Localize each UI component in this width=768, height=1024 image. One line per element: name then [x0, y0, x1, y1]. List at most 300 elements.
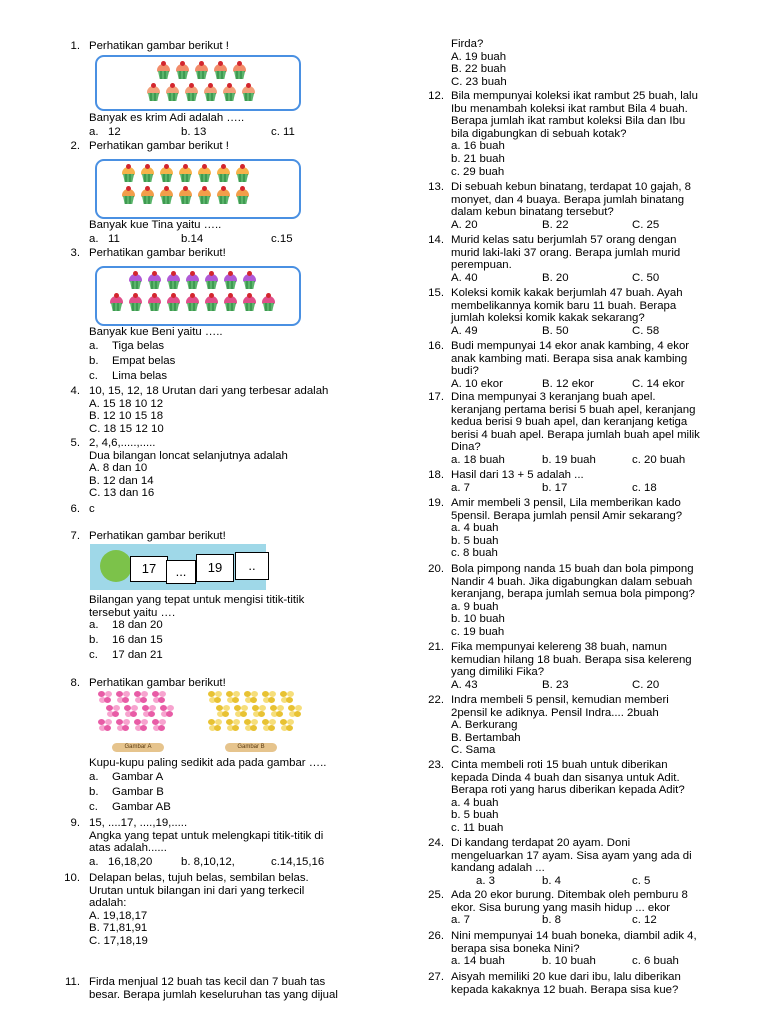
r-q17-line: Dina mempunyai 3 keranjang buah apel.	[451, 391, 656, 403]
cake-icon	[166, 86, 179, 101]
r-q13-option: A. 20	[451, 218, 478, 231]
cake-icon	[129, 296, 142, 311]
cherry	[152, 293, 157, 298]
wing	[258, 711, 265, 717]
r-q14-line: Murid kelas satu berjumlah 57 orang dengan	[451, 234, 677, 246]
number-box: ..	[235, 552, 269, 580]
wing	[130, 711, 137, 717]
butterfly-icon	[262, 691, 276, 703]
butterfly-icon	[106, 705, 120, 717]
cake-cup	[168, 281, 179, 289]
r-q25-line: Ada 20 ekor burung. Ditembak oleh pemburu 8	[451, 889, 688, 901]
r-q23-line: c. 11 buah	[451, 822, 504, 834]
cake-icon	[195, 64, 208, 79]
cake-cup	[130, 281, 141, 289]
cherry	[180, 61, 185, 66]
r-q18-option: a. 7	[451, 481, 470, 494]
cherry	[190, 271, 195, 276]
cherry	[218, 61, 223, 66]
r-q26-number: 26.	[428, 930, 444, 942]
wing	[122, 697, 129, 703]
wing	[158, 725, 165, 731]
r-q15-option: B. 50	[542, 324, 569, 337]
cherry	[145, 164, 150, 169]
cherry	[189, 83, 194, 88]
q1-line: Perhatikan gambar berikut !	[89, 40, 229, 52]
cake-cup	[215, 71, 226, 79]
cherry	[164, 164, 169, 169]
r-q18-option: b. 17	[542, 481, 568, 494]
cake-cup	[243, 93, 254, 101]
cake-icon	[122, 167, 135, 182]
q4-line: 10, 15, 12, 18 Urutan dari yang terbesar adalah	[89, 385, 329, 397]
r-q20-line: b. 10 buah	[451, 613, 505, 626]
r-q26-option: b. 10 buah	[542, 955, 596, 968]
r-q14-line: perempuan.	[451, 259, 512, 272]
r-q19-number: 19.	[428, 497, 444, 509]
gambar-a-label: Gambar A	[112, 743, 164, 752]
r-q12-line: a. 16 buah	[451, 140, 505, 153]
r-q22-line: 2pensil ke adiknya. Pensil Indra.... 2buah	[451, 706, 659, 719]
cherry	[183, 186, 188, 191]
r-q19-line: b. 5 buah	[451, 534, 499, 547]
wing	[104, 725, 111, 731]
cake-icon	[110, 296, 123, 311]
q8-option-letter: a.	[89, 771, 99, 783]
q1-number: 1.	[70, 40, 80, 52]
r-q16-line: Budi mempunyai 14 ekor anak kambing, 4 ekor	[451, 340, 690, 352]
r-q13-line: dalam kebun binatang tersebut?	[451, 206, 614, 219]
q2-option-b: b.14	[181, 233, 204, 245]
cherry	[133, 293, 138, 298]
cake-icon	[167, 274, 180, 289]
wing	[232, 697, 239, 703]
cherry	[133, 271, 138, 276]
q4-line: B. 12 10 15 18	[89, 410, 164, 423]
q10-line: Delapan belas, tujuh belas, sembilan belas.	[89, 872, 309, 884]
cake-icon	[217, 167, 230, 182]
cake-cup	[196, 71, 207, 79]
cake-icon	[205, 274, 218, 289]
cherry	[171, 271, 176, 276]
wing	[232, 725, 239, 731]
q11-line: Firda menjual 12 buah tas kecil dan 7 buah tas	[89, 976, 326, 988]
wing	[214, 697, 221, 703]
butterfly-icon	[152, 691, 166, 703]
cake-cup	[123, 174, 134, 182]
r-q27-line: Aisyah memiliki 20 kue dari ibu, lalu diberikan	[451, 971, 681, 983]
r-q22-number: 22.	[428, 694, 444, 706]
q1-question-line: Banyak es krim Adi adalah …..	[89, 112, 245, 124]
wing	[140, 725, 147, 731]
cake-icon	[160, 189, 173, 204]
r-q15-option: A. 49	[451, 324, 478, 337]
cake-icon	[262, 296, 275, 311]
r-q19-line: c. 8 buah	[451, 547, 498, 560]
cake-cup	[180, 196, 191, 204]
r-q24-option: b. 4	[542, 874, 561, 887]
q8-number: 8.	[70, 677, 80, 689]
r-q17-line: berisi 4 buah apel. Berapa jumlah buah apel milik	[451, 428, 700, 441]
caterpillar-icon	[100, 550, 132, 582]
cake-cup	[225, 281, 236, 289]
butterfly-icon	[152, 719, 166, 731]
q8-option-letter: c.	[89, 801, 98, 813]
cherry	[240, 164, 245, 169]
r-q26-line: Nini mempunyai 14 buah boneka, diambil adik 4,	[451, 930, 697, 942]
r-q12-line: Berapa jumlah ikat rambut koleksi Bila dan Ibu	[451, 115, 686, 128]
r-q21-line: Fika mempunyai kelereng 38 buah, namun	[451, 641, 667, 653]
q7-option-text: 17 dan 21	[112, 649, 163, 661]
cake-cup	[225, 303, 236, 311]
cherry	[145, 186, 150, 191]
r-q25-number: 25.	[428, 889, 444, 901]
cake-cup	[148, 93, 159, 101]
r-q17-number: 17.	[428, 391, 444, 403]
cake-icon	[185, 86, 198, 101]
r-q17-line: keranjang pertama berisi 5 buah apel, keranjang	[451, 403, 696, 416]
r-q24-line: mengeluarkan 17 ayam. Sisa ayam yang ada di	[451, 849, 692, 862]
cherry	[209, 271, 214, 276]
wing	[112, 711, 119, 717]
cake-icon	[122, 189, 135, 204]
r-q22-line: B. Bertambah	[451, 731, 521, 744]
cake-cup	[123, 196, 134, 204]
q3-option-letter: c.	[89, 370, 98, 382]
r-q11-cont-line: B. 22 buah	[451, 63, 507, 76]
cake-icon	[147, 86, 160, 101]
q5-line: Dua bilangan loncat selanjutnya adalah	[89, 449, 288, 462]
cake-icon	[205, 296, 218, 311]
cherry	[246, 83, 251, 88]
butterfly-icon	[262, 719, 276, 731]
r-q16-number: 16.	[428, 340, 444, 352]
q7-option-letter: b.	[89, 634, 99, 646]
q1-option-a: a. 12	[89, 126, 121, 138]
cherry	[221, 164, 226, 169]
q6-line: c	[89, 503, 95, 515]
r-q16-option: A. 10 ekor	[451, 377, 503, 390]
cake-icon	[214, 64, 227, 79]
r-q25-line: ekor. Sisa burung yang masih hidup ... ekor	[451, 901, 671, 914]
r-q16-line: anak kambing mati. Berapa sisa anak kambing	[451, 352, 688, 365]
cherry	[266, 293, 271, 298]
q3-line: Perhatikan gambar berikut!	[89, 247, 226, 259]
r-q21-option: C. 20	[632, 678, 660, 691]
cake-cup	[177, 71, 188, 79]
wing	[240, 711, 247, 717]
r-q20-line: a. 9 buah	[451, 600, 499, 613]
q5-line: C. 13 dan 16	[89, 487, 155, 500]
wing	[158, 697, 165, 703]
wing	[140, 697, 147, 703]
r-q21-line: yang dimiliki Fika?	[451, 666, 545, 679]
wing	[268, 697, 275, 703]
cherry	[161, 61, 166, 66]
cake-cup	[111, 303, 122, 311]
r-q24-option: a. 3	[476, 874, 495, 887]
cake-cup	[199, 174, 210, 182]
cherry	[209, 293, 214, 298]
r-q24-option: c. 5	[632, 874, 651, 887]
butterfly-icon	[280, 691, 294, 703]
r-q17-option: c. 20 buah	[632, 454, 686, 466]
cake-cup	[186, 93, 197, 101]
cake-icon	[179, 167, 192, 182]
r-q13-line: Di sebuah kebun binatang, terdapat 10 gajah, 8	[451, 181, 692, 193]
q10-line: Urutan untuk bilangan ini dari yang terkecil	[89, 884, 305, 897]
q7-question-line: tersebut yaitu ….	[89, 606, 176, 619]
cake-cup	[149, 281, 160, 289]
q7-line: Perhatikan gambar berikut!	[89, 530, 226, 542]
r-q14-option: A. 40	[451, 271, 478, 284]
cherry	[202, 186, 207, 191]
wing	[286, 725, 293, 731]
cake-icon	[160, 167, 173, 182]
cherry	[247, 293, 252, 298]
cake-icon	[243, 296, 256, 311]
cherry	[240, 186, 245, 191]
butterfly-icon	[98, 691, 112, 703]
r-q19-line: Amir membeli 3 pensil, Lila memberikan kado	[451, 497, 681, 509]
butterfly-icon	[226, 719, 240, 731]
q1-option-b: b. 13	[181, 126, 207, 138]
butterfly-icon	[124, 705, 138, 717]
r-q23-line: b. 5 buah	[451, 809, 499, 822]
cake-cup	[142, 174, 153, 182]
cherry	[202, 164, 207, 169]
cake-icon	[236, 167, 249, 182]
q7-option-text: 18 dan 20	[112, 619, 163, 631]
r-q25-option: c. 12	[632, 914, 657, 927]
r-q20-number: 20.	[428, 563, 444, 575]
cake-cup	[168, 303, 179, 311]
cake-icon	[148, 274, 161, 289]
butterfly-icon	[244, 719, 258, 731]
r-q12-line: c. 29 buah	[451, 165, 505, 178]
q9-option-c: c.14,15,16	[271, 856, 325, 868]
cake-cup	[142, 196, 153, 204]
cake-cup	[206, 303, 217, 311]
r-q16-option: B. 12 ekor	[542, 377, 594, 390]
cake-cup	[187, 303, 198, 311]
q7-question-line: Bilangan yang tepat untuk mengisi titik-titik	[89, 594, 305, 606]
wing	[214, 725, 221, 731]
q7-option-text: 16 dan 15	[112, 634, 163, 646]
cake-cup	[199, 196, 210, 204]
cherry	[171, 293, 176, 298]
r-q18-line: Hasil dari 13 + 5 adalah ...	[451, 469, 584, 481]
butterfly-icon	[98, 719, 112, 731]
r-q24-line: kandang adalah ...	[451, 862, 545, 875]
r-q15-number: 15.	[428, 287, 444, 299]
cake-cup	[205, 93, 216, 101]
cake-icon	[243, 274, 256, 289]
cake-icon	[242, 86, 255, 101]
q3-option-text: Empat belas	[112, 355, 176, 367]
cherry	[227, 83, 232, 88]
r-q20-line: Nandir 4 buah. Jika digabungkan dalam sebuah	[451, 575, 693, 588]
q6-number: 6.	[70, 503, 80, 515]
r-q12-line: Ibu menambah koleksi ikat rambut Bila 4 buah.	[451, 102, 688, 115]
cake-cup	[263, 303, 274, 311]
butterfly-icon	[234, 705, 248, 717]
r-q21-option: B. 23	[542, 678, 569, 691]
r-q22-line: A. Berkurang	[451, 719, 518, 732]
r-q13-number: 13.	[428, 181, 444, 193]
r-q26-option: c. 6 buah	[632, 955, 679, 968]
wing	[222, 711, 229, 717]
r-q13-option: C. 25	[632, 218, 660, 231]
r-q22-line: C. Sama	[451, 744, 496, 757]
r-q20-line: c. 19 buah	[451, 626, 505, 638]
cake-icon	[224, 296, 237, 311]
cake-icon	[204, 86, 217, 101]
cake-icon	[198, 189, 211, 204]
number-box: 19	[196, 554, 234, 582]
r-q12-line: b. 21 buah	[451, 153, 505, 165]
cake-icon	[223, 86, 236, 101]
q8-question-line: Kupu-kupu paling sedikit ada pada gambar …..	[89, 757, 327, 769]
q9-option-a: a. 16,18,20	[89, 856, 153, 868]
r-q17-option: a. 18 buah	[451, 454, 505, 466]
q5-line: B. 12 dan 14	[89, 474, 154, 487]
q10-line: C. 17,18,19	[89, 935, 148, 947]
q9-line: Angka yang tepat untuk melengkapi titik-titik di	[89, 829, 324, 842]
cherry	[221, 186, 226, 191]
cherry	[151, 83, 156, 88]
q9-line: atas adalah......	[89, 842, 167, 855]
r-q15-line: membelikannya komik baru 11 buah. Berapa	[451, 299, 677, 312]
cherry	[237, 61, 242, 66]
r-q23-line: kepada Dinda 4 buah dan sisanya untuk Adit.	[451, 771, 680, 784]
number-box: ...	[166, 560, 196, 584]
wing	[104, 697, 111, 703]
wing	[294, 711, 301, 717]
cake-cup	[130, 303, 141, 311]
cake-icon	[129, 274, 142, 289]
butterfly-icon	[280, 719, 294, 731]
butterfly-icon	[142, 705, 156, 717]
butterfly-icon	[160, 705, 174, 717]
butterfly-icon	[116, 719, 130, 731]
cake-icon	[224, 274, 237, 289]
butterfly-icon	[208, 719, 222, 731]
butterfly-icon	[244, 691, 258, 703]
cake-icon	[217, 189, 230, 204]
q2-number: 2.	[70, 140, 80, 152]
cherry	[170, 83, 175, 88]
q5-number: 5.	[70, 437, 80, 449]
q9-number: 9.	[70, 817, 80, 829]
r-q12-line: Bila mempunyai koleksi ikat rambut 25 buah, lalu	[451, 90, 698, 102]
r-q18-number: 18.	[428, 469, 444, 481]
q3-number: 3.	[70, 247, 80, 259]
r-q12-number: 12.	[428, 90, 444, 102]
cherry	[164, 186, 169, 191]
wing	[268, 725, 275, 731]
cake-icon	[176, 64, 189, 79]
r-q23-line: a. 4 buah	[451, 796, 499, 809]
r-q11-cont-line: Firda?	[451, 38, 484, 50]
r-q15-line: Koleksi komik kakak berjumlah 47 buah. Ayah	[451, 287, 683, 299]
r-q19-line: a. 4 buah	[451, 522, 499, 535]
gambar-b-label: Gambar B	[225, 743, 277, 752]
cherry	[208, 83, 213, 88]
q2-option-c: c.15	[271, 233, 293, 245]
r-q11-cont-line: A. 19 buah	[451, 50, 507, 63]
r-q17-line: Dina?	[451, 441, 481, 454]
cake-icon	[198, 167, 211, 182]
r-q24-line: Di kandang terdapat 20 ayam. Doni	[451, 837, 631, 849]
cake-cup	[237, 174, 248, 182]
r-q13-line: monyet, dan 4 buaya. Berapa jumlah binatang	[451, 193, 685, 206]
butterfly-icon	[288, 705, 302, 717]
q9-option-b: b. 8,10,12,	[181, 856, 235, 868]
wing	[250, 725, 257, 731]
r-q23-line: Berapa roti yang harus diberikan kepada Adit?	[451, 784, 685, 797]
q9-line: 15, ....17, ....,19,.....	[89, 817, 188, 829]
cake-icon	[167, 296, 180, 311]
butterfly-icon	[252, 705, 266, 717]
q3-option-letter: a.	[89, 340, 99, 352]
r-q21-option: A. 43	[451, 678, 478, 691]
q10-line: A. 19,18,17	[89, 909, 148, 922]
r-q16-line: budi?	[451, 365, 479, 378]
q3-option-letter: b.	[89, 355, 99, 367]
butterfly-icon	[216, 705, 230, 717]
cake-cup	[206, 281, 217, 289]
wing	[276, 711, 283, 717]
q4-line: C. 18 15 12 10	[89, 422, 164, 435]
cake-icon	[233, 64, 246, 79]
r-q11-cont-line: C. 23 buah	[451, 75, 507, 88]
cake-cup	[244, 303, 255, 311]
r-q16-option: C. 14 ekor	[632, 377, 685, 390]
q7-option-letter: a.	[89, 619, 99, 631]
butterfly-icon	[208, 691, 222, 703]
cake-icon	[148, 296, 161, 311]
q2-line: Perhatikan gambar berikut !	[89, 140, 229, 152]
wing	[166, 711, 173, 717]
q10-line: adalah:	[89, 897, 127, 910]
r-q23-line: Cinta membeli roti 15 buah untuk diberikan	[451, 759, 668, 771]
r-q15-line: jumlah koleksi komik kakak sekarang?	[451, 312, 645, 325]
r-q27-line: kepada kakaknya 12 buah. Berapa sisa kue?	[451, 983, 679, 996]
r-q23-number: 23.	[428, 759, 444, 771]
cake-cup	[218, 196, 229, 204]
cake-cup	[218, 174, 229, 182]
cherry	[199, 61, 204, 66]
cherry	[183, 164, 188, 169]
cherry	[228, 293, 233, 298]
cake-icon	[141, 189, 154, 204]
r-q17-line: kedua berisi 9 buah apel, dan keranjang ketiga	[451, 416, 688, 429]
q8-line: Perhatikan gambar berikut!	[89, 677, 226, 689]
q10-number: 10.	[64, 872, 80, 884]
q5-line: A. 8 dan 10	[89, 462, 148, 475]
q7-number: 7.	[70, 530, 80, 542]
cake-icon	[157, 64, 170, 79]
r-q25-option: a. 7	[451, 914, 470, 927]
cake-icon	[236, 189, 249, 204]
r-q17-option: b. 19 buah	[542, 454, 596, 466]
q7-option-letter: c.	[89, 649, 98, 661]
q3-option-text: Lima belas	[112, 370, 168, 382]
cake-cup	[161, 174, 172, 182]
cake-icon	[179, 189, 192, 204]
butterfly-icon	[226, 691, 240, 703]
